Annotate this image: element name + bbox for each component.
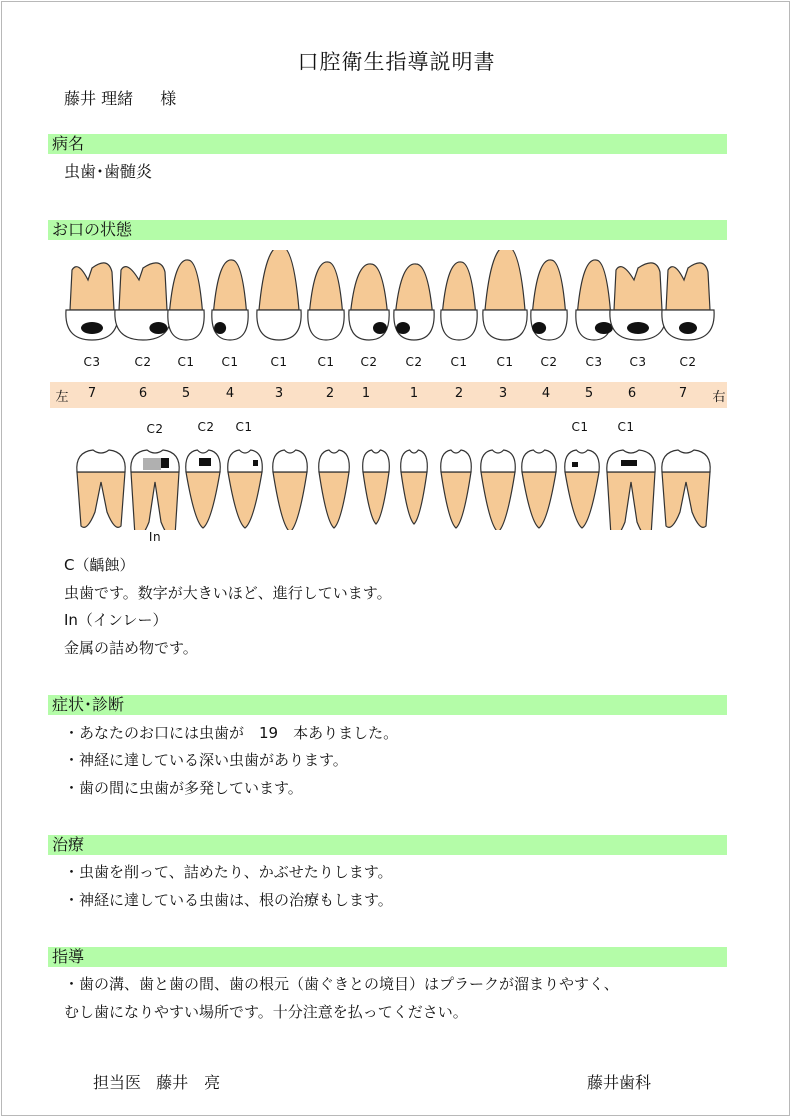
lower-teeth <box>0 440 793 530</box>
lower-tooth <box>363 450 390 524</box>
tooth-number-band <box>50 382 727 408</box>
upper-caries-label: C2 <box>134 355 152 369</box>
lower-tooth <box>77 450 125 527</box>
upper-tooth <box>349 264 389 340</box>
upper-caries-label: C3 <box>629 355 647 369</box>
upper-tooth <box>212 260 248 340</box>
patient-name: 藤井 理緒 <box>64 89 134 108</box>
legend-inlay-desc: 金属の詰め物です。 <box>64 639 198 657</box>
treatment-line: ・虫歯を削って、詰めたり、かぶせたりします。 <box>64 863 393 881</box>
section-symptoms-heading: 症状･診断 <box>48 695 727 715</box>
tooth-number: 3 <box>498 386 508 401</box>
lower-tooth <box>481 450 516 530</box>
upper-tooth <box>394 264 434 340</box>
lower-tooth <box>565 450 600 528</box>
lower-caries-label: C1 <box>571 420 589 434</box>
tooth-number: 5 <box>584 386 594 401</box>
upper-caries-label: C1 <box>177 355 195 369</box>
upper-caries-label: C1 <box>270 355 288 369</box>
section-disease-heading: 病名 <box>48 134 727 154</box>
tooth-number: 7 <box>678 386 688 401</box>
doctor-signature <box>93 1070 220 1093</box>
upper-caries-label: C3 <box>585 355 603 369</box>
upper-caries-label: C1 <box>317 355 335 369</box>
right-side-marker: 右 <box>712 390 726 405</box>
legend-caries-term: C（齲蝕） <box>64 556 135 574</box>
upper-tooth <box>576 260 613 340</box>
lower-tooth <box>273 450 308 530</box>
symptom-line: ・歯の間に虫歯が多発しています。 <box>64 779 303 797</box>
inlay-label: In <box>148 530 162 544</box>
guidance-line: ・歯の溝、歯と歯の間、歯の根元（歯ぐきとの境目）はプラークが溜まりやすく、 <box>64 975 619 993</box>
tooth-number: 6 <box>138 386 148 401</box>
upper-caries-label: C2 <box>405 355 423 369</box>
tooth-number: 1 <box>361 386 371 401</box>
legend-inlay-term: In（インレー） <box>64 611 168 629</box>
lower-caries-label: C2 <box>197 420 215 434</box>
upper-tooth <box>66 263 118 340</box>
treatment-line: ・神経に達している虫歯は、根の治療もします。 <box>64 891 393 909</box>
upper-tooth <box>257 250 301 340</box>
tooth-number: 7 <box>87 386 97 401</box>
doctor-name: 藤井 亮 <box>156 1073 221 1092</box>
symptom-line: ・神経に達している深い虫歯があります。 <box>64 751 348 769</box>
section-treatment-heading: 治療 <box>48 835 727 855</box>
upper-tooth <box>115 263 171 340</box>
upper-tooth <box>168 260 204 340</box>
tooth-number: 2 <box>325 386 335 401</box>
tooth-number: 2 <box>454 386 464 401</box>
tooth-number: 1 <box>409 386 419 401</box>
lower-tooth <box>662 450 710 527</box>
upper-tooth <box>308 262 344 340</box>
guidance-line: むし歯になりやすい場所です。十分注意を払ってください。 <box>64 1003 468 1021</box>
tooth-number: 6 <box>627 386 637 401</box>
lower-tooth <box>228 450 263 528</box>
disease-text: 虫歯･歯髄炎 <box>64 162 153 181</box>
tooth-number: 4 <box>541 386 551 401</box>
upper-caries-label: C1 <box>496 355 514 369</box>
tooth-number: 5 <box>181 386 191 401</box>
patient-line <box>64 86 176 109</box>
patient-honorific: 様 <box>160 89 177 108</box>
lower-caries-label: C1 <box>235 420 253 434</box>
lower-tooth <box>131 450 179 530</box>
lower-caries-label: C2 <box>146 422 164 436</box>
upper-tooth <box>531 260 567 340</box>
upper-caries-label: C2 <box>679 355 697 369</box>
upper-caries-label: C1 <box>450 355 468 369</box>
upper-tooth <box>662 263 714 340</box>
left-side-marker: 左 <box>55 390 69 405</box>
upper-caries-label: C3 <box>83 355 101 369</box>
clinic-name: 藤井歯科 <box>587 1073 652 1092</box>
upper-teeth <box>0 250 793 348</box>
upper-tooth <box>483 250 527 340</box>
section-guidance-heading: 指導 <box>48 947 727 967</box>
tooth-number: 4 <box>225 386 235 401</box>
upper-caries-label: C1 <box>221 355 239 369</box>
section-state-heading: お口の状態 <box>48 220 727 240</box>
lower-tooth <box>522 450 557 528</box>
tooth-number: 3 <box>274 386 284 401</box>
lower-tooth <box>441 450 472 528</box>
lower-tooth <box>186 450 221 528</box>
upper-tooth <box>441 262 477 340</box>
lower-tooth <box>319 450 350 528</box>
upper-caries-label: C2 <box>360 355 378 369</box>
doctor-label: 担当医 <box>93 1073 142 1092</box>
lower-caries-label: C1 <box>617 420 635 434</box>
upper-tooth <box>610 263 666 340</box>
document-title: 口腔衛生指導説明書 <box>297 50 496 74</box>
upper-caries-label: C2 <box>540 355 558 369</box>
lower-tooth <box>401 450 428 524</box>
legend-caries-desc: 虫歯です。数字が大きいほど、進行しています。 <box>64 584 392 602</box>
lower-tooth <box>607 450 655 530</box>
symptom-line: ・あなたのお口には虫歯が 19 本ありました。 <box>64 724 399 742</box>
